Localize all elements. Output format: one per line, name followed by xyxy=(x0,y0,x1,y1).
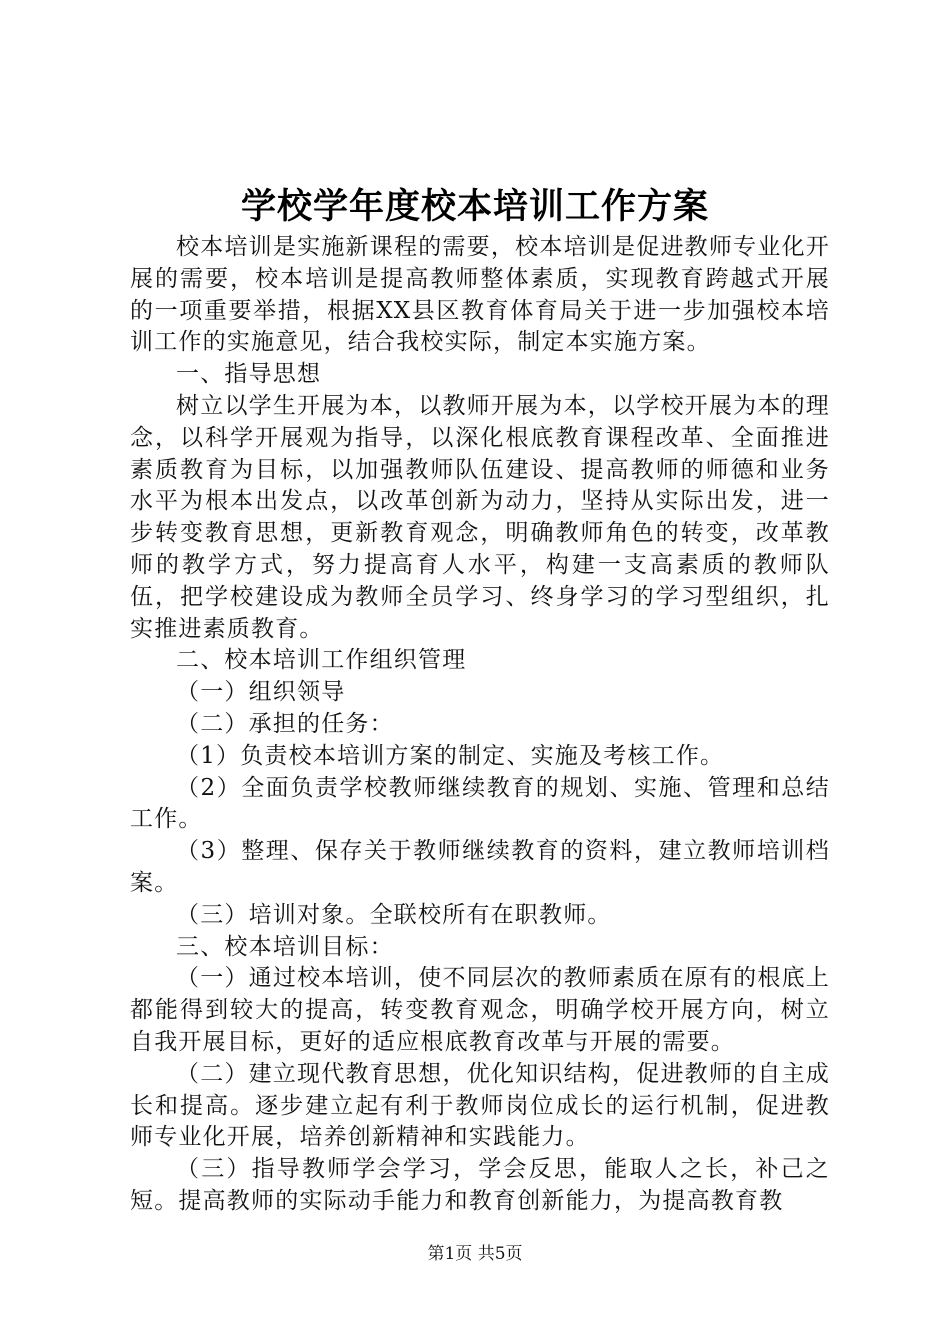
subheading-tasks: （二）承担的任务： xyxy=(176,710,394,737)
subheading-organization: （一）组织领导 xyxy=(176,679,346,706)
paragraph-goal-3: （三）指导教师学会学习，学会反思，能取人之长，补己之短。提高教师的实际动手能力和教育创新能力，为提高教育教 xyxy=(130,1156,830,1214)
subheading-targets: （三）培训对象。全联校所有在职教师。 xyxy=(176,901,612,928)
section-heading-1: 一、指导思想 xyxy=(176,361,322,388)
paragraph-goal-2: （二）建立现代教育思想，优化知识结构，促进教师的自主成长和提高。逐步建立起有利于教师岗位成长的运行机制，促进教师专业化开展，培养创新精神和实践能力。 xyxy=(130,1060,830,1151)
document-title: 学校学年度校本培训工作方案 xyxy=(240,186,709,227)
list-item-task-1: （1）负责校本培训方案的制定、实施及考核工作。 xyxy=(176,742,725,769)
paragraph-intro: 校本培训是实施新课程的需要，校本培训是促进教师专业化开展的需要，校本培训是提高教师整体素质，实现教育跨越式开展的一项重要举措，根据XX县区教育体育局关于进一步加强校本培训工作的实施意见，结合我校实际，制定本实施方案。 xyxy=(130,234,830,356)
list-item-task-3: （3）整理、保存关于教师继续教育的资料，建立教师培训档案。 xyxy=(130,838,830,896)
section-heading-3: 三、校本培训目标： xyxy=(176,933,394,960)
paragraph-goal-1: （一）通过校本培训，使不同层次的教师素质在原有的根底上都能得到较大的提高，转变教育观念，明确学校开展方向，树立自我开展目标，更好的适应根底教育改革与开展的需要。 xyxy=(130,965,830,1055)
section-heading-2: 二、校本培训工作组织管理 xyxy=(176,647,467,674)
list-item-task-2: （2）全面负责学校教师继续教育的规划、实施、管理和总结工作。 xyxy=(130,774,830,833)
paragraph-guiding-thought: 树立以学生开展为本，以教师开展为本，以学校开展为本的理念，以科学开展观为指导，以深化根底教育课程改革、全面推进素质教育为目标，以加强教师队伍建设、提高教师的师德和业务水平为根本出发点，以改革创新为动力，坚持从实际出发，进一步转变教育思想，更新教育观念，明确教师角色的转变，改革教师的教学方式，努力提高育人水平，构建一支高素质的教师队伍，把学校建设成为教师全员学习、终身学习的学习型组织，扎实推进素质教育。 xyxy=(130,392,830,642)
page-number-footer: 第1页 共5页 xyxy=(427,1244,523,1264)
document-body xyxy=(130,232,830,1218)
